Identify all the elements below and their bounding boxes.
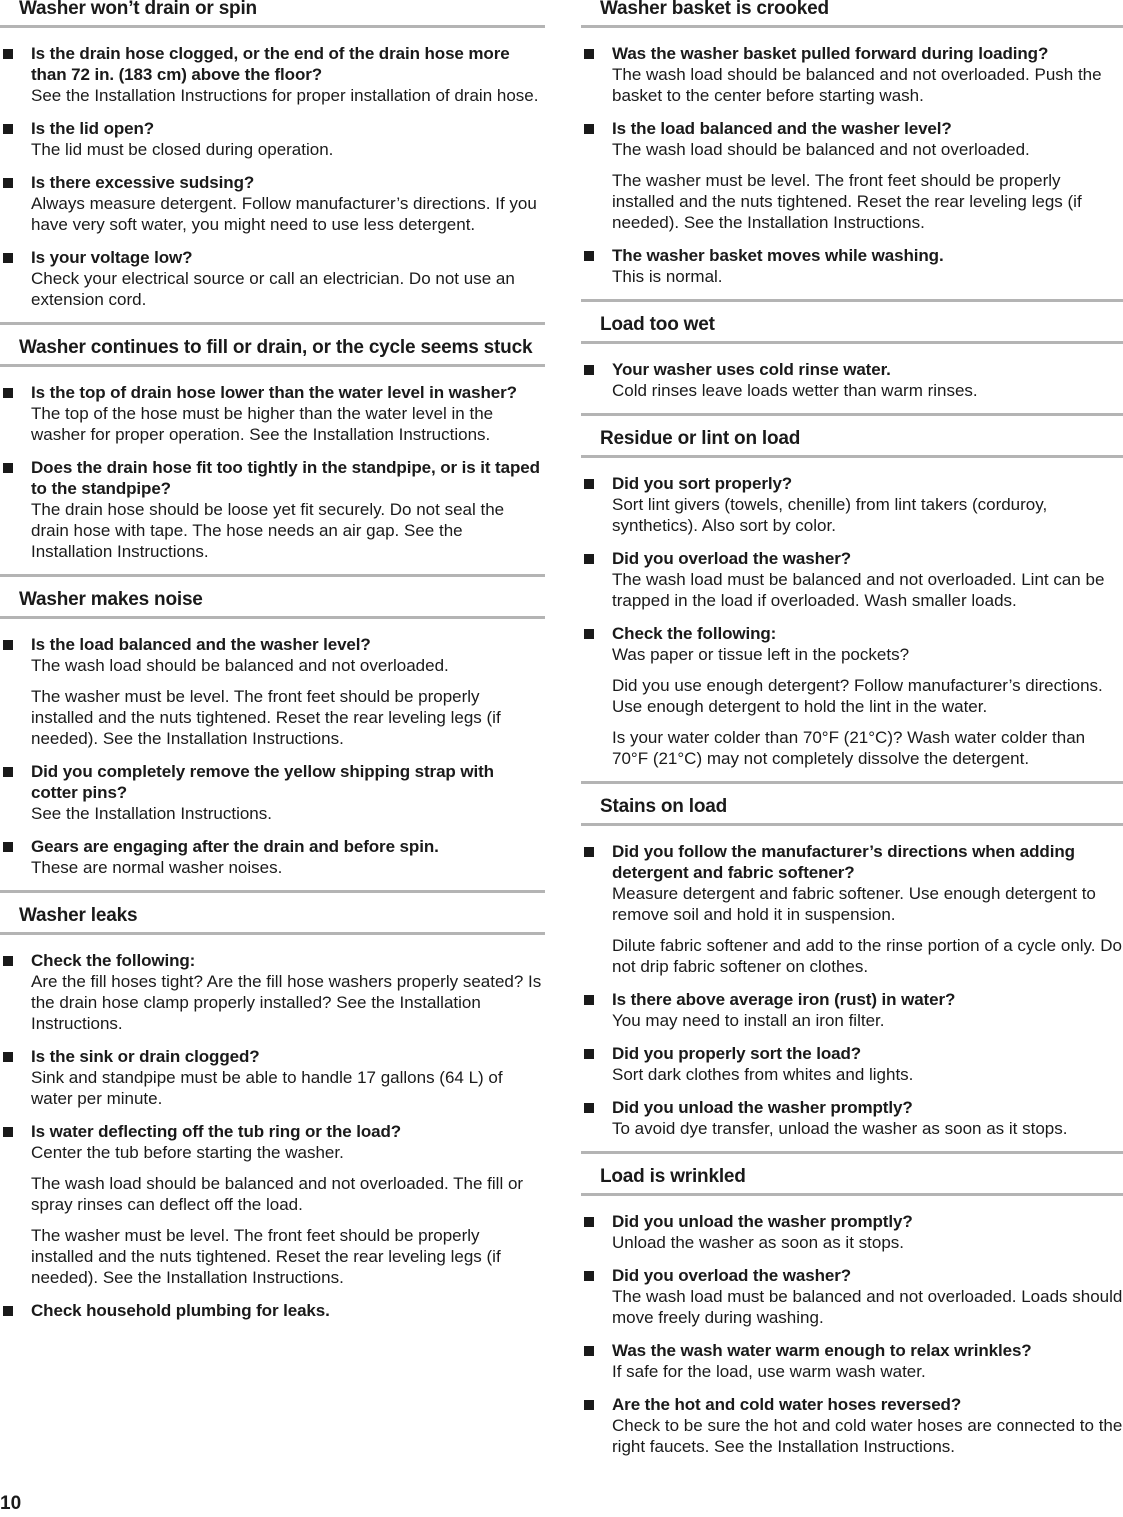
troubleshooting-section: [581, 299, 1123, 401]
answer: To avoid dye transfer, unload the washer as soon as it stops.: [612, 1119, 1068, 1138]
answer: The wash load must be balanced and not overloaded. Loads should move freely during washing.: [612, 1287, 1123, 1327]
answer: Are the fill hoses tight? Are the fill hose washers properly seated? Is the drain hose clamp properly installed? See the Installation Instructions.: [31, 972, 542, 1033]
answer: The wash load should be balanced and not overloaded.: [612, 140, 1030, 159]
square-bullet-icon: [584, 1271, 594, 1281]
list-item: [581, 359, 1123, 401]
page-number: 10: [0, 1493, 22, 1514]
section-title: Washer leaks: [19, 905, 138, 926]
answer: The wash load should be balanced and not overloaded. Push the basket to the center before starting wash.: [612, 65, 1102, 105]
square-bullet-icon: [3, 49, 13, 59]
list-item: [0, 457, 545, 562]
list-item: [0, 247, 545, 310]
list-item: [581, 245, 1123, 287]
section-divider: [581, 413, 1123, 416]
section-title-underline: [581, 1193, 1123, 1196]
answer: Dilute fabric softener and add to the rinse portion of a cycle only. Do not drip fabric softener on clothes.: [612, 936, 1122, 976]
list-item: [581, 1394, 1123, 1457]
answer: The wash load should be balanced and not overloaded. The fill or spray rinses can deflect off the load.: [31, 1174, 524, 1214]
square-bullet-icon: [584, 554, 594, 564]
section-title: Washer basket is crooked: [600, 0, 829, 19]
question: Is the lid open?: [31, 119, 155, 138]
list-item: [581, 623, 1123, 769]
troubleshooting-section: [581, 413, 1123, 769]
section-title-underline: [581, 823, 1123, 826]
question: Are the hot and cold water hoses reversed?: [612, 1395, 962, 1414]
question: Is the top of drain hose lower than the water level in washer?: [31, 383, 517, 402]
answer: Sink and standpipe must be able to handle 17 gallons (64 L) of water per minute.: [31, 1068, 503, 1108]
question: Did you unload the washer promptly?: [612, 1098, 913, 1117]
question: Gears are engaging after the drain and before spin.: [31, 837, 439, 856]
question: Did you properly sort the load?: [612, 1044, 862, 1063]
list-item: [0, 836, 545, 878]
answer: See the Installation Instructions.: [31, 804, 272, 823]
question: Is the sink or drain clogged?: [31, 1047, 260, 1066]
right-column: [581, 0, 1123, 1469]
question: Did you overload the washer?: [612, 1266, 852, 1285]
list-item: [0, 1300, 545, 1321]
question: Is the load balanced and the washer level?: [31, 635, 371, 654]
answer: Unload the washer as soon as it stops.: [612, 1233, 904, 1252]
answer: If safe for the load, use warm wash water.: [612, 1362, 926, 1381]
section-title: Load too wet: [600, 314, 715, 335]
square-bullet-icon: [584, 1049, 594, 1059]
section-divider: [0, 574, 545, 577]
square-bullet-icon: [3, 767, 13, 777]
answer: Always measure detergent. Follow manufacturer’s directions. If you have very soft water, you might need to use less detergent.: [31, 194, 537, 234]
answer: The washer must be level. The front feet should be properly installed and the nuts tightened. Reset the rear leveling legs (if needed). See the Installation Instructions.: [612, 171, 1082, 232]
answer: Cold rinses leave loads wetter than warm rinses.: [612, 381, 978, 400]
section-title-underline: [581, 455, 1123, 458]
square-bullet-icon: [584, 251, 594, 261]
list-item: [0, 43, 545, 106]
section-title-underline: [0, 364, 545, 367]
list-item: [581, 989, 1123, 1031]
answer: See the Installation Instructions for proper installation of drain hose.: [31, 86, 539, 105]
question: Is water deflecting off the tub ring or the load?: [31, 1122, 402, 1141]
square-bullet-icon: [3, 1306, 13, 1316]
troubleshooting-section: [581, 1151, 1123, 1457]
list-item: [0, 172, 545, 235]
section-title: Washer makes noise: [19, 589, 203, 610]
square-bullet-icon: [584, 479, 594, 489]
square-bullet-icon: [584, 629, 594, 639]
question: Is the drain hose clogged, or the end of the drain hose more than 72 in. (183 cm) above the floor?: [31, 44, 510, 84]
answer: This is normal.: [612, 267, 723, 286]
troubleshooting-section: [0, 574, 545, 878]
list-item: [581, 43, 1123, 106]
answer: The washer must be level. The front feet should be properly installed and the nuts tightened. Reset the rear leveling legs (if needed). See the Installation Instructions.: [31, 687, 501, 748]
square-bullet-icon: [3, 1052, 13, 1062]
answer: Sort dark clothes from whites and lights.: [612, 1065, 914, 1084]
square-bullet-icon: [584, 1346, 594, 1356]
section-title-underline: [0, 25, 545, 28]
list-item: [0, 382, 545, 445]
square-bullet-icon: [584, 365, 594, 375]
square-bullet-icon: [584, 1400, 594, 1410]
square-bullet-icon: [3, 388, 13, 398]
list-item: [0, 118, 545, 160]
answer: The top of the hose must be higher than the water level in the washer for proper operation. See the Installation Instructions.: [31, 404, 494, 444]
list-item: [0, 1121, 545, 1288]
section-divider: [0, 322, 545, 325]
section-title: Residue or lint on load: [600, 428, 801, 449]
question: Was the washer basket pulled forward during loading?: [612, 44, 1049, 63]
section-divider: [581, 781, 1123, 784]
answer: Sort lint givers (towels, chenille) from lint takers (corduroy, synthetics). Also sort by color.: [612, 495, 1048, 535]
section-title: Stains on load: [600, 796, 728, 817]
answer: The washer must be level. The front feet should be properly installed and the nuts tightened. Reset the rear leveling legs (if needed). See the Installation Instructions.: [31, 1226, 501, 1287]
question: Check the following:: [612, 624, 777, 643]
left-column: [0, 0, 545, 1333]
troubleshooting-section: [0, 322, 545, 562]
section-divider: [0, 890, 545, 893]
question: Is there above average iron (rust) in water?: [612, 990, 956, 1009]
list-item: [581, 1265, 1123, 1328]
question: Is there excessive sudsing?: [31, 173, 255, 192]
section-title-underline: [0, 616, 545, 619]
section-divider: [581, 1151, 1123, 1154]
troubleshooting-section: [0, 890, 545, 1321]
square-bullet-icon: [3, 956, 13, 966]
section-title: Washer won’t drain or spin: [19, 0, 257, 19]
question: Did you completely remove the yellow shipping strap with cotter pins?: [31, 762, 494, 802]
section-divider: [581, 299, 1123, 302]
square-bullet-icon: [3, 178, 13, 188]
square-bullet-icon: [3, 1127, 13, 1137]
section-title: Washer continues to fill or drain, or the cycle seems stuck: [19, 337, 533, 358]
list-item: [581, 1340, 1123, 1382]
answer: Check your electrical source or call an electrician. Do not use an extension cord.: [31, 269, 515, 309]
list-item: [581, 1211, 1123, 1253]
answer: Was paper or tissue left in the pockets?: [612, 645, 910, 664]
square-bullet-icon: [584, 49, 594, 59]
question: Check household plumbing for leaks.: [31, 1301, 330, 1320]
square-bullet-icon: [3, 842, 13, 852]
answer: Center the tub before starting the washer.: [31, 1143, 344, 1162]
question: Your washer uses cold rinse water.: [612, 360, 891, 379]
answer: The wash load must be balanced and not overloaded. Lint can be trapped in the load if overloaded. Wash smaller loads.: [612, 570, 1105, 610]
answer: The drain hose should be loose yet fit securely. Do not seal the drain hose with tape. The hose needs an air gap. See the Installation Instructions.: [31, 500, 505, 561]
section-title: Load is wrinkled: [600, 1166, 746, 1187]
square-bullet-icon: [584, 847, 594, 857]
answer: The lid must be closed during operation.: [31, 140, 334, 159]
square-bullet-icon: [584, 995, 594, 1005]
question: Did you overload the washer?: [612, 549, 852, 568]
answer: Measure detergent and fabric softener. Use enough detergent to remove soil and hold it in suspension.: [612, 884, 1096, 924]
square-bullet-icon: [584, 1217, 594, 1227]
list-item: [0, 761, 545, 824]
troubleshooting-section: [581, 0, 1123, 287]
square-bullet-icon: [584, 1103, 594, 1113]
answer: The wash load should be balanced and not overloaded.: [31, 656, 449, 675]
answer: You may need to install an iron filter.: [612, 1011, 885, 1030]
answer: Is your water colder than 70°F (21°C)? Wash water colder than 70°F (21°C) may not completely dissolve the detergent.: [612, 728, 1086, 768]
list-item: [581, 1043, 1123, 1085]
list-item: [581, 841, 1123, 977]
list-item: [581, 118, 1123, 233]
square-bullet-icon: [3, 463, 13, 473]
square-bullet-icon: [584, 124, 594, 134]
question: Is your voltage low?: [31, 248, 193, 267]
question: Did you unload the washer promptly?: [612, 1212, 913, 1231]
question: Does the drain hose fit too tightly in the standpipe, or is it taped to the standpipe?: [31, 458, 540, 498]
section-title-underline: [581, 25, 1123, 28]
question: Did you sort properly?: [612, 474, 793, 493]
list-item: [0, 634, 545, 749]
question: Check the following:: [31, 951, 196, 970]
question: Did you follow the manufacturer’s directions when adding detergent and fabric softener?: [612, 842, 1075, 882]
question: The washer basket moves while washing.: [612, 246, 944, 265]
troubleshooting-section: [581, 781, 1123, 1139]
answer: These are normal washer noises.: [31, 858, 283, 877]
list-item: [0, 1046, 545, 1109]
question: Was the wash water warm enough to relax wrinkles?: [612, 1341, 1032, 1360]
answer: Check to be sure the hot and cold water hoses are connected to the right faucets. See the Installation Instructions.: [612, 1416, 1123, 1456]
list-item: [581, 1097, 1123, 1139]
list-item: [581, 473, 1123, 536]
troubleshooting-section: [0, 0, 545, 310]
question: Is the load balanced and the washer level?: [612, 119, 952, 138]
section-title-underline: [0, 932, 545, 935]
list-item: [0, 950, 545, 1034]
square-bullet-icon: [3, 253, 13, 263]
section-title-underline: [581, 341, 1123, 344]
square-bullet-icon: [3, 124, 13, 134]
answer: Did you use enough detergent? Follow manufacturer’s directions. Use enough detergent to hold the lint in the water.: [612, 676, 1103, 716]
square-bullet-icon: [3, 640, 13, 650]
list-item: [581, 548, 1123, 611]
